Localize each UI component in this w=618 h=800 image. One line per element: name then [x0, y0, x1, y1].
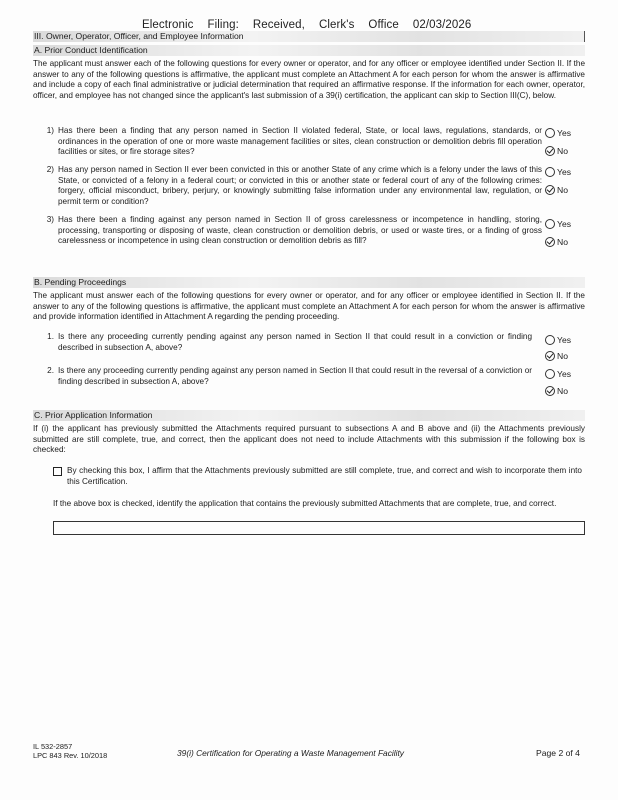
stamp-word: Clerk's	[318, 19, 355, 31]
radio-yes-icon[interactable]	[545, 219, 555, 229]
question-a3	[42, 215, 542, 247]
form-id: IL 532-2857	[33, 742, 73, 751]
radio-checked-icon[interactable]	[545, 146, 555, 156]
question-b1	[42, 332, 532, 353]
option-label: Yes	[557, 128, 572, 138]
question-text: Is there any proceeding currently pending against any person named in Section II that could result in a conviction or finding described in subsection A, above?	[58, 332, 532, 352]
identify-application-text: If the above box is checked, identify the application that contains the previously submitted Attachments that are complete, true, and correct.	[53, 499, 557, 508]
section-c-intro: If (i) the applicant has previously submitted the Attachments required pursuant to subsections A and B above and (ii) the Attachments previously submitted are still complete, true, and correct, then the applicant does not need to include Attachments with this submission if the following box is checked:	[33, 424, 585, 455]
radio-checked-icon[interactable]	[545, 185, 555, 195]
a1-no-option[interactable]	[545, 146, 568, 157]
question-number: 1.	[47, 332, 54, 341]
question-a1	[42, 126, 542, 158]
radio-yes-icon[interactable]	[545, 369, 555, 379]
stamp-word: Filing:	[207, 19, 239, 31]
option-label: No	[557, 351, 568, 361]
b1-yes-option[interactable]	[545, 335, 571, 346]
section-b-header	[33, 277, 585, 288]
a3-no-option[interactable]	[545, 237, 568, 248]
option-label: Yes	[557, 167, 572, 177]
section-iii-title: III. Owner, Operator, Officer, and Employee Information	[34, 31, 244, 41]
option-label: No	[557, 237, 568, 247]
form-revision: LPC 843 Rev. 10/2018	[33, 751, 108, 760]
electronic-filing-stamp	[142, 20, 485, 31]
a2-no-option[interactable]	[545, 185, 568, 196]
a2-yes-option[interactable]	[545, 167, 571, 178]
question-number: 3)	[46, 215, 54, 224]
question-number: 2)	[46, 165, 54, 174]
question-a2	[42, 165, 542, 207]
option-label: Yes	[557, 335, 572, 345]
option-label: No	[557, 386, 568, 396]
checkbox-text: By checking this box, I affirm that the Attachments previously submitted are still complete, true, and correct and wish to incorporate them into this Certification.	[67, 466, 582, 486]
question-text: Has any person named in Section II ever been convicted in this or another State of any crime which is a felony under the laws of this State, or convicted of a felony in a federal court; or convicted in this or another state or federal court of any of the following crimes: forgery, official misconduct, bribery, perjury, or knowingly submitting false information under any environmental law, regulation, or permit term or condition?	[58, 165, 542, 206]
a3-yes-option[interactable]	[545, 219, 571, 230]
form-title: 39(i) Certification for Operating a Waste Management Facility	[177, 748, 404, 758]
section-iii-header	[33, 31, 585, 42]
a1-yes-option[interactable]	[545, 128, 571, 139]
section-b-intro: The applicant must answer each of the following questions for every owner or operator, and for any officer or employee identified in Section II. If the answer to any of the following questions is affirmative, the applicant must complete an Attachment A for each person for whom the answer is affirmative and provide information identified in Attachment A regarding the pending proceeding.	[33, 291, 585, 322]
question-text: Is there any proceeding currently pending against any person named in Section II that could result in the reversal of a conviction or finding described in subsection A, above?	[58, 366, 532, 386]
reuse-attachments-checkbox[interactable]	[53, 467, 62, 476]
page-number: Page 2 of 4	[536, 748, 580, 758]
section-b-title: B. Pending Proceedings	[34, 277, 127, 287]
radio-yes-icon[interactable]	[545, 167, 555, 177]
question-text: Has there been a finding that any person named in Section II violated federal, State, or local laws, regulations, standards, or ordinances in the operation of one or more waste management facilities or sites, clean construction or demolition debris fill operation facilities or sites, or fire storage sites?	[58, 126, 542, 157]
section-a-intro: The applicant must answer each of the following questions for every owner or operator, and for any officer or employee identified under Section II. If the answer to any of the following questions is affirmative, the applicant must complete an Attachment A for each person for whom the answer is affirmative and include a copy of each final administrative or judicial determination that required an affirmative response. If the information for each owner, operator, officer, and employee has not changed since the applicant's last submission of a 39(i) certification, the applicant can skip to Section III(C), below.	[33, 59, 585, 100]
stamp-word: Office	[368, 19, 399, 31]
b2-yes-option[interactable]	[545, 369, 571, 380]
radio-yes-icon[interactable]	[545, 335, 555, 345]
b2-no-option[interactable]	[545, 386, 568, 397]
question-text: Has there been a finding against any person named in Section II of gross carelessness or incompetence in handling, storing, processing, transporting or disposing of waste, clean construction or demolition debris, or used or waste tires, or a finding of gross carelessness or incompetence in using clean construction or demolition debris as fill?	[58, 215, 542, 246]
stamp-word: Received,	[252, 19, 305, 31]
radio-checked-icon[interactable]	[545, 351, 555, 361]
application-id-field[interactable]	[53, 521, 585, 535]
section-c-title: C. Prior Application Information	[34, 410, 153, 420]
radio-checked-icon[interactable]	[545, 386, 555, 396]
stamp-date: 02/03/2026	[412, 19, 472, 31]
stamp-word: Electronic	[142, 19, 194, 31]
question-b2	[42, 366, 532, 387]
option-label: Yes	[557, 369, 572, 379]
section-a-header	[33, 45, 585, 56]
option-label: No	[557, 146, 568, 156]
option-label: Yes	[557, 219, 572, 229]
option-label: No	[557, 185, 568, 195]
question-number: 1)	[46, 126, 54, 135]
b1-no-option[interactable]	[545, 351, 568, 362]
radio-checked-icon[interactable]	[545, 237, 555, 247]
section-c-header	[33, 410, 585, 421]
radio-yes-icon[interactable]	[545, 128, 555, 138]
question-number: 2.	[47, 366, 54, 375]
section-a-title: A. Prior Conduct Identification	[34, 45, 148, 55]
